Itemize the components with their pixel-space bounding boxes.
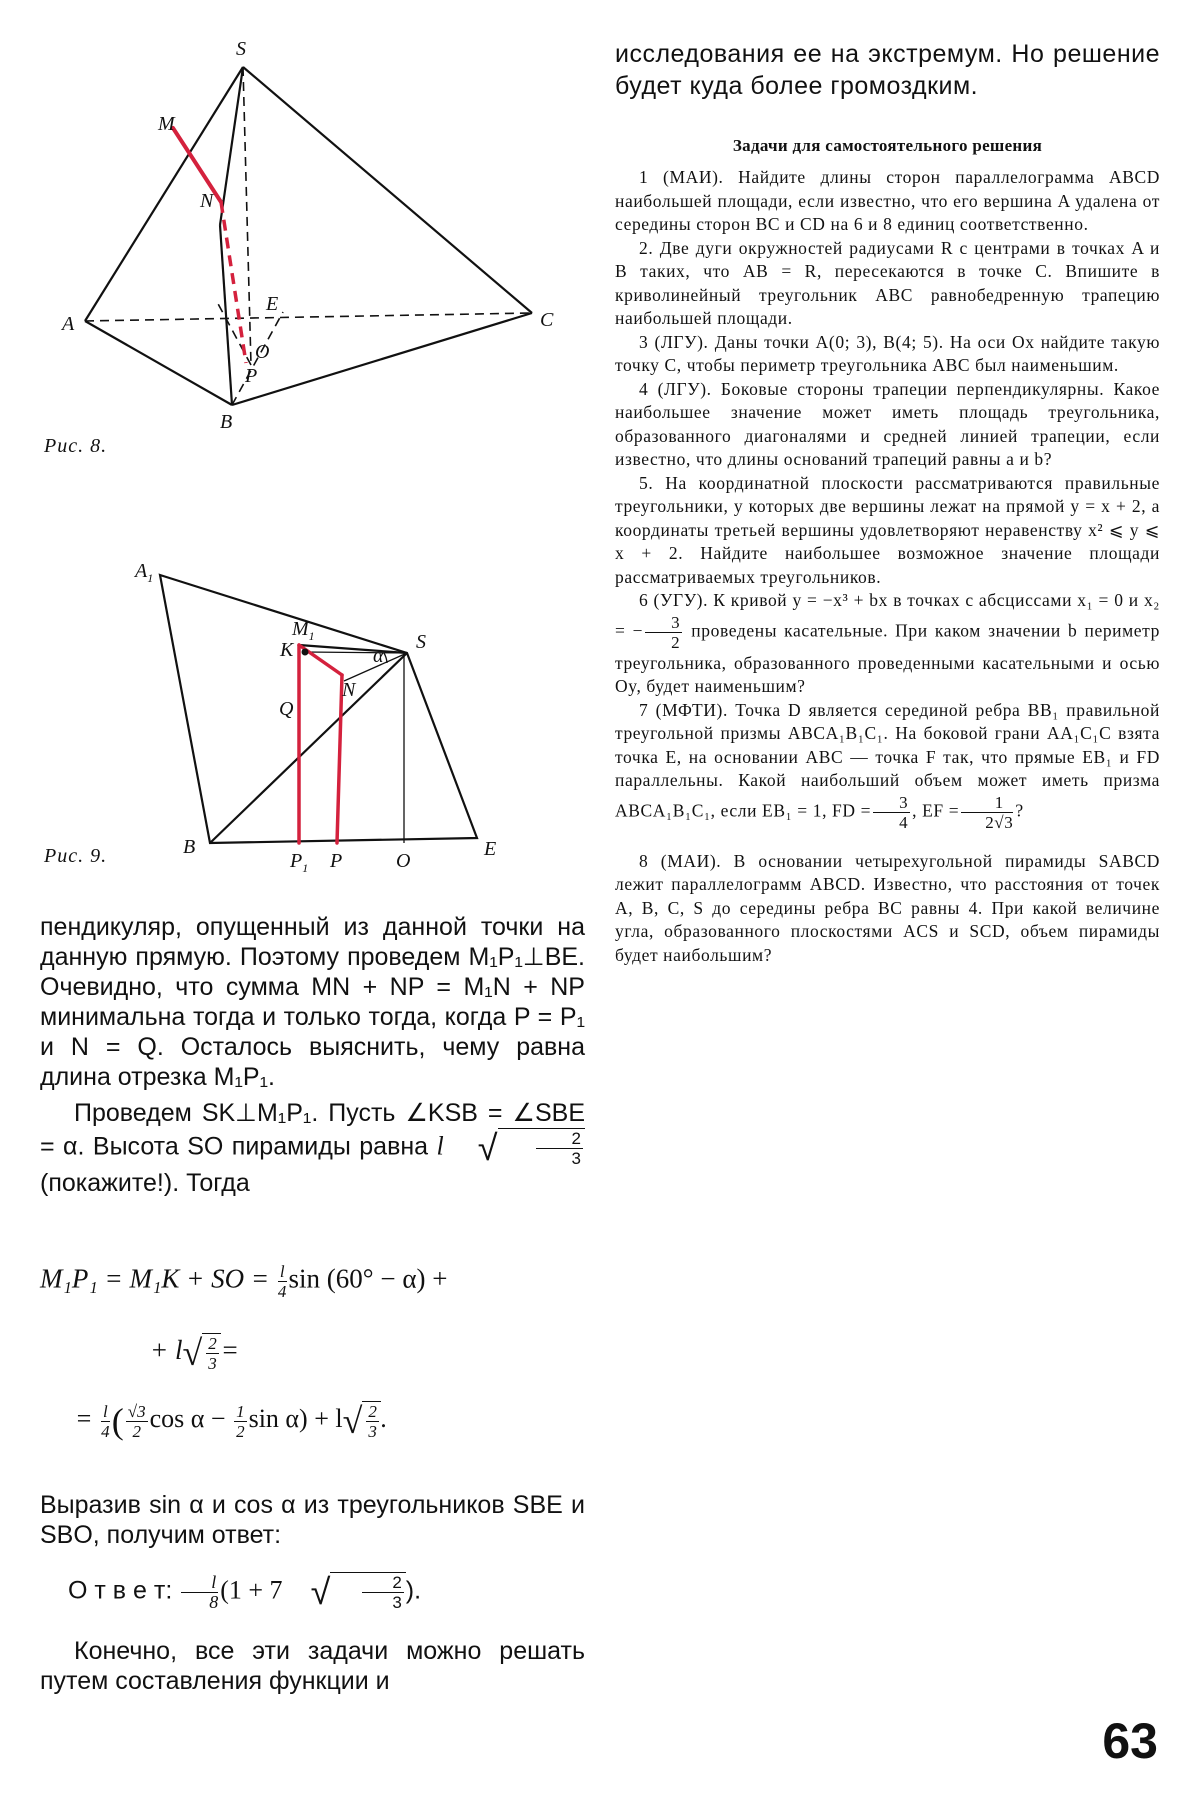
task-list — [615, 166, 1160, 967]
label-S: S — [416, 631, 426, 653]
label-B: B — [183, 836, 196, 858]
label-E: E — [266, 293, 279, 315]
label-A1: $A_1$ — [135, 560, 154, 585]
task-5: 5. На координатной плоскости рассматриваются правильные треугольники, у которых две вершины лежат на прямой y = x + 2, а координаты третьей вершины удовлетворяют неравенству x² ⩽ y ⩽ x + 2. Найдите наибольшее возможное значение площади рассматриваемых треугольников. — [615, 472, 1160, 587]
label-N: N — [200, 190, 214, 212]
paragraph-height: Проведем SK⊥M₁P₁. Пусть ∠KSB = ∠SBE = α. Высота SO пирамиды равна l √ $\frac{2}{3}$ (покажите!). Тогда — [40, 1099, 585, 1197]
label-P1: $P_1$ — [290, 850, 309, 875]
task-7: 7 (МФТИ). Точка D является серединой ребра BB₁ правильной треугольной призмы ABCA₁B₁C₁. На боковой грани AA₁C₁C взята точка E, на основании ABC — точка F так, что прямые EB₁ и FD параллельны. Какой наибольший объем может иметь призма ABCA₁B₁C₁, если EB₁ = 1, FD = $\frac{3}{4}$ , EF = $\frac{1}{2√3}$ ? — [615, 699, 1160, 832]
label-O: O — [255, 341, 270, 363]
label-alpha: α — [373, 645, 384, 667]
label-S: S — [236, 38, 246, 60]
task-1: 1 (МАИ). Найдите длины сторон параллелограмма ABCD наибольшей площади, если известно, что его вершина A удалена от середины сторон BC и CD на 6 и 8 единиц соответственно. — [615, 167, 1160, 234]
label-E: E — [484, 838, 497, 860]
paragraph-perpendicular: пендикуляр, опущенный из данной точки на данную прямую. Поэтому проведем M₁P₁⊥BE. Очевидно, что сумма MN + NP = M₁N + NP минимальна тогда и только тогда, когда P = P₁ и N = Q. Осталось выяснить, чему равна длина отрезка M₁P₁. — [40, 913, 585, 1091]
left-column — [40, 912, 585, 1198]
figure-9-drawing — [40, 555, 580, 885]
figure-9 — [40, 555, 580, 885]
page-number: 63 — [1102, 1713, 1158, 1769]
formula-line-1: M₁P₁ = M₁K + SO = $\frac{l}{4}$ sin (60° − α) + — [40, 1262, 448, 1301]
label-K: K — [280, 639, 294, 661]
task-2: 2. Две дуги окружностей радиусами R с центрами в точках A и B таких, что AB = R, пересекаются в точке C. Впишите в криволинейный треугольник ABC равнобедренную трапецию наибольшей площади. — [615, 237, 1160, 328]
label-A: A — [62, 313, 75, 335]
formula-line-3: = $\frac{l}{4}$ ( $\frac{√3}{2}$ cos α − $\frac{1}{2}$ sin α) + l√ $\frac{2}{3}$ . — [75, 1401, 388, 1441]
figure-8-caption: Рис. 8. — [44, 435, 108, 457]
paragraph-conclusion: Конечно, все эти задачи можно решать путем составления функции и — [40, 1637, 585, 1695]
formula-line-2: + l√ $\frac{2}{3}$ = — [150, 1333, 239, 1373]
task-8: 8 (МАИ). В основании четырехугольной пирамиды SABCD лежит параллелограмм ABCD. Известно, что расстояния от точек A, B, C, S до середины ребра BC равны 4. При какой величине угла, образованного плоскостями ACS и SCD, объем пирамиды будет наибольшим? — [615, 850, 1160, 965]
task-6: 6 (УГУ). К кривой y = −x³ + bx в точках с абсциссами x₁ = 0 и x₂ = − $\frac{3}{2}$ проведены касательные. При каком значении b периметр треугольника, образованного проведенными касательными и осью Oy, будет наименьшим? — [615, 590, 1160, 696]
figure-8 — [40, 30, 580, 500]
left-column-lower — [40, 1490, 585, 1696]
paragraph-expressing: Выразив sin α и cos α из треугольников SBE и SBO, получим ответ: — [40, 1491, 585, 1549]
task-4: 4 (ЛГУ). Боковые стороны трапеции перпендикулярны. Какое наибольшее значение может иметь площадь треугольника, образованного диагоналями и средней линией трапеции, если известно, что длины оснований трапеций равны a и b? — [615, 378, 1160, 469]
lead-paragraph: исследования ее на экстремум. Но решение будет куда более громоздким. — [615, 40, 1160, 100]
label-M1: $M_1$ — [292, 618, 315, 643]
label-O: O — [396, 850, 411, 872]
label-C: C — [540, 309, 554, 331]
right-column — [615, 38, 1160, 967]
point-K — [302, 649, 309, 656]
section-heading: Задачи для самостоятельного решения — [732, 136, 1043, 155]
figure-8-drawing — [40, 30, 580, 500]
answer-line: О т в е т: $\frac{l}{8}$ (1 + 7 √ $\frac{2}{3}$ ). — [68, 1571, 422, 1612]
label-P: P — [245, 365, 258, 387]
label-M: M — [158, 113, 175, 135]
figure-9-caption: Рис. 9. — [44, 845, 108, 867]
label-B: B — [220, 411, 233, 433]
task-3: 3 (ЛГУ). Даны точки A(0; 3), B(4; 5). На оси Ox найдите такую точку C, чтобы периметр треугольника ABC был наименьшим. — [615, 331, 1160, 375]
label-N: N — [342, 679, 356, 701]
label-P: P — [330, 850, 343, 872]
label-Q: Q — [279, 698, 294, 720]
